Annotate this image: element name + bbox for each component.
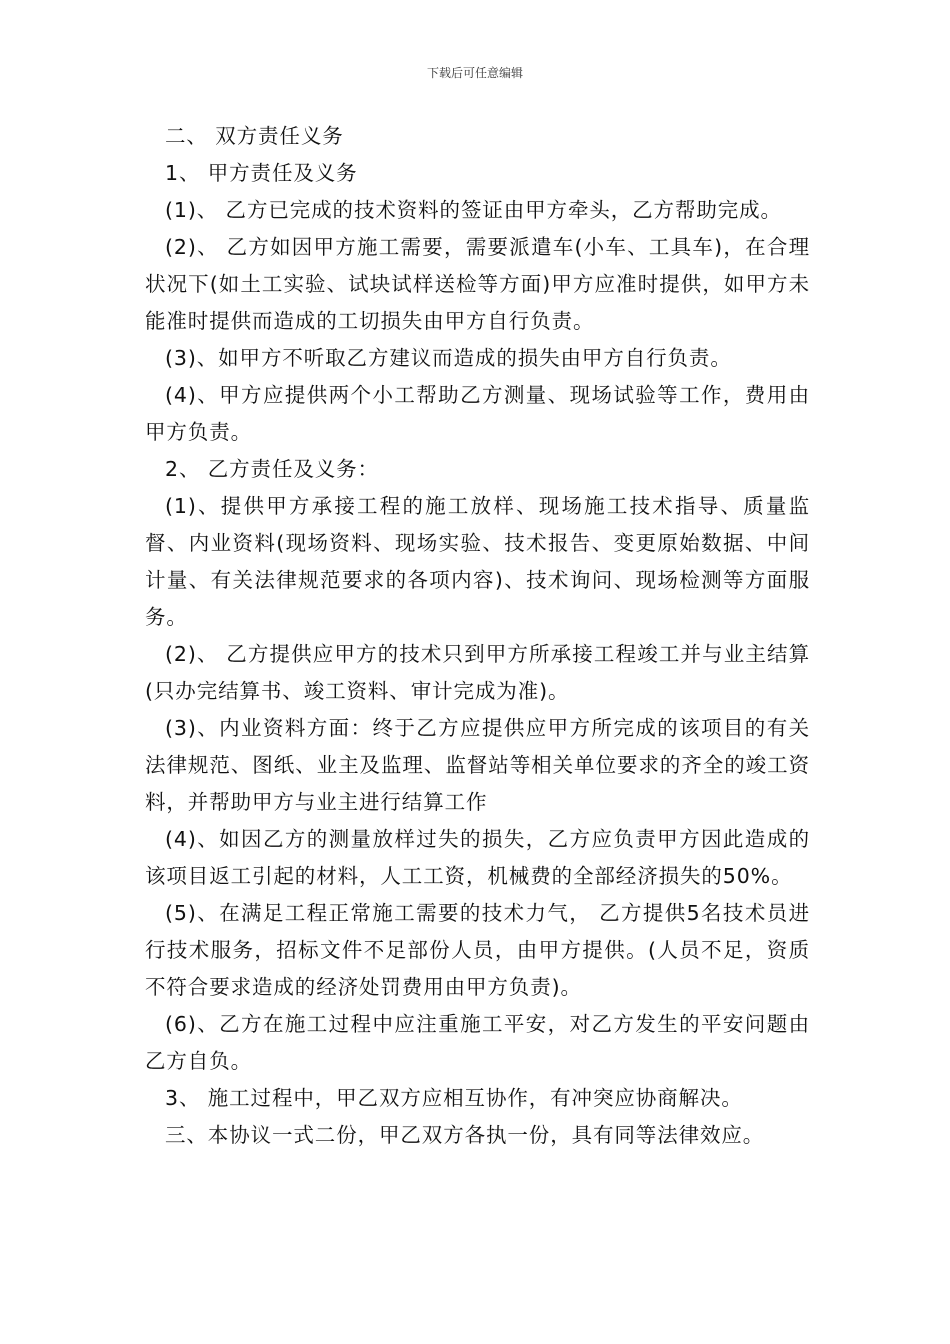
- party-a-item: (1)、 乙方已完成的技术资料的签证由甲方牵头，乙方帮助完成。: [165, 198, 782, 222]
- document-body: [145, 118, 810, 1154]
- cooperation-clause: 3、 施工过程中，甲乙双方应相互协作，有冲突应协商解决。: [165, 1086, 743, 1110]
- party-b-title: 2、 乙方责任及义务：: [165, 457, 379, 481]
- party-a-title: 1、 甲方责任及义务: [165, 161, 358, 185]
- party-b-item: (1)、提供甲方承接工程的施工放样、现场施工技术指导、质量监督、内业资料(现场资料、现场实验、技术报告、变更原始数据、中间计量、有关法律规范要求的各项内容)、技术询问、现场检测等方面服务。: [145, 494, 810, 629]
- section-three-clause: 三、本协议一式二份，甲乙双方各执一份，具有同等法律效应。: [165, 1123, 765, 1147]
- party-b-item: (2)、 乙方提供应甲方的技术只到甲方所承接工程竣工并与业主结算(只办完结算书、竣工资料、审计完成为准)。: [145, 642, 810, 703]
- section-two-title: 二、 双方责任义务: [165, 124, 344, 148]
- party-a-item: (2)、 乙方如因甲方施工需要，需要派遣车(小车、工具车)，在合理状况下(如土工实验、试块试样送检等方面)甲方应准时提供，如甲方未能准时提供而造成的工切损失由甲方自行负责。: [145, 235, 810, 333]
- page-header: 下载后可任意编辑: [426, 66, 523, 80]
- party-a-item: (3)、如甲方不听取乙方建议而造成的损失由甲方自行负责。: [165, 346, 732, 370]
- party-b-item: (4)、如因乙方的测量放样过失的损失，乙方应负责甲方因此造成的该项目返工引起的材料，人工工资，机械费的全部经济损失的50%。: [145, 827, 810, 888]
- party-b-item: (6)、乙方在施工过程中应注重施工平安，对乙方发生的平安问题由乙方自负。: [145, 1012, 810, 1073]
- party-b-item: (5)、在满足工程正常施工需要的技术力气， 乙方提供5名技术员进行技术服务，招标文件不足部份人员，由甲方提供。(人员不足，资质不符合要求造成的经济处罚费用由甲方负责)。: [145, 901, 810, 999]
- party-b-item: (3)、内业资料方面：终于乙方应提供应甲方所完成的该项目的有关法律规范、图纸、业主及监理、监督站等相关单位要求的齐全的竣工资料，并帮助甲方与业主进行结算工作: [145, 716, 810, 814]
- party-a-item: (4)、甲方应提供两个小工帮助乙方测量、现场试验等工作，费用由甲方负责。: [145, 383, 810, 444]
